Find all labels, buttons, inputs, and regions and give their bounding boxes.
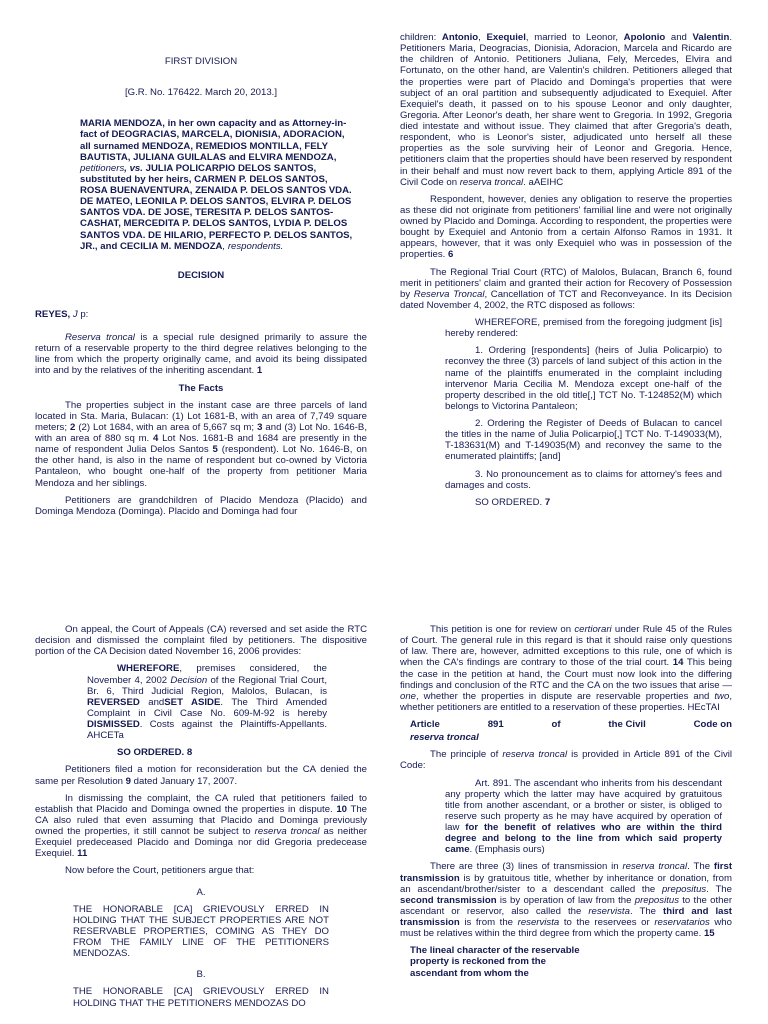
column-top-left [35, 32, 367, 523]
footnote-ref: 14 [672, 657, 684, 669]
facts-heading: The Facts [178, 382, 224, 394]
case-number: [G.R. No. 176422. March 20, 2013.] [125, 87, 277, 99]
parties-petitioners-names: MARIA MENDOZA, in her own capacity and as Attorney-in-fact of DEOGRACIAS, MARCELA, DIONISIA, ADORACION, all surnamed MENDOZA, REMEDIOS MONTILLA, FELY BAUTISTA, JULIANA GUILALAS and ELVIRA MENDOZA, [80, 118, 347, 163]
ponente-j: J [70, 308, 78, 320]
footnote-ref: 4 [152, 433, 159, 444]
paragraph-petition: This petition is one for review on certiorari under Rule 45 of the Rules of Court. The general rule in this regard is that it should raise only questions of law. There are, however, admitted exceptions to this rule, one of which is when the CA's findings are contrary to those of the trial court. 14 This being the case in the petition at hand, the Court must now look into the differing findings and conclusion of the RTC and the CA on the two issues that arise — one, whether the properties in dispute are reservable properties and two, whether petitioners are entitled to a reservation of these properties. HEcTAI [400, 624, 732, 713]
paragraph-dismissing: In dismissing the complaint, the CA ruled that petitioners failed to establish that Placido and Dominga owned the properties in dispute. 10 The CA also ruled that even assuming that Placido and Dominga previously owned the properties, it still cannot be subject to reserva troncal as neither Exequiel predeceased Placido and Dominga nor did Gregoria predecease Exequiel. 11 [35, 792, 367, 860]
paragraph-transmission: There are three (3) lines of transmission in reserva troncal. The first transmission is by gratuitous title, whether by inheritance or donation, from an ascendant/brother/sister to a descendant called the prepositus. The second transmission is by operation of law from the prepositus to the other ascendant or reservor, also called the reservista. The third and last transmission is from the reservista to the reservees or reservatarios who must be relatives within the third degree from which the property came. 15 [400, 861, 733, 940]
footnote-ref: 11 [77, 848, 88, 860]
argument-label-a: A. [196, 886, 206, 898]
article-891-quote: Art. 891. The ascendant who inherits from his descendant any property which the latter may have acquired by gratuitous title from another ascendant, or a brother or sister, is obliged to reserve such property as he may have acquired by operation of law for the benefit of relatives who are within the third degree and belong to the line from which said property came. (Emphasis ours) [445, 777, 723, 856]
paragraph-argue: Now before the Court, petitioners argue that: [65, 865, 255, 877]
footnote-ref: 7 [544, 496, 551, 508]
footnote-ref: 2 [69, 421, 76, 433]
quote-item-1: 1. Ordering [respondents] (heirs of Julia Policarpio) to reconvey the three (3) parcels of land subject of this action in the name of the plaintiffs enumerated in the complaint including intervenor Maria Cecilia M. Mendoza except one-half of the property described in the old title[,] TCT No. T-124852(M) which belongs to Victorina Pantaleon; [445, 345, 722, 412]
footnote-ref: 1 [256, 365, 263, 377]
argument-b: THE HONORABLE [CA] GRIEVOUSLY ERRED IN HOLDING THAT THE PETITIONERS MENDOZAS DO [73, 986, 329, 1009]
quote-ca-wherefore: WHEREFORE, premises considered, the November 4, 2002 Decision of the Regional Trial Court, Br. 6, Third Judicial Region, Malolos, Bulacan, is REVERSED andSET ASIDE. The Third Amended Complaint in Civil Case No. 609-M-92 is hereby DISMISSED. Costs against the Plaintiffs-Appellants. AHCETa [87, 663, 327, 742]
quote-ca-so-ordered: SO ORDERED. 8 [117, 747, 193, 759]
petitioners-label: petitioners [80, 162, 125, 174]
footnote-ref: 3 [257, 421, 263, 433]
quote-item-2: 2. Ordering the Register of Deeds of Bulacan to cancel the titles in the name of Julia Policarpio[,] TCT No. T-149033(M), T-183631(M) and T-149035(M) and reconvey the same to the enumerated plaintiffs; [and] [445, 418, 722, 463]
ca-dispositive-quote [87, 663, 327, 758]
paragraph-appeal: On appeal, the Court of Appeals (CA) reversed and set aside the RTC decision and dismissed the complaint filed by petitioners. The dispositive portion of the CA Decision dated November 16, 2006 provides: [35, 624, 367, 658]
footnote-ref: 10 [336, 803, 347, 815]
footnote-ref: 8 [186, 747, 193, 759]
quote-so-ordered: SO ORDERED. 7 [475, 496, 551, 508]
footnote-ref: 9 [125, 775, 131, 787]
division-heading: FIRST DIVISION [164, 56, 238, 67]
ponente-p: p: [77, 308, 89, 320]
footnote-ref: 15 [703, 928, 715, 940]
rtc-dispositive-quote [445, 317, 722, 508]
versus-label: , vs. [124, 162, 143, 174]
argument-a: THE HONORABLE [CA] GRIEVOUSLY ERRED IN HOLDING THAT THE SUBJECT PROPERTIES ARE NOT RESERVABLE PROPERTIES, COMING AS THEY DO FROM THE FAMILY LINE OF THE PETITIONERS MENDOZAS. [73, 903, 329, 960]
decision-heading: DECISION [177, 269, 225, 281]
paragraph-children: children: Antonio, Exequiel, married to Leonor, Apolonio and Valentin. Petitioners Maria, Deogracias, Dionisia, Adoracion, Marcela and Ricardo are the children of Antonio. Petitioners Juliana, Fely, Mercedes, Elvira and Fortunato, on the other hand, are Valentin's children. Petitioners alleged that the properties were part of Placido and Dominga's properties that were subject of an oral partition and subsequently adjudicated to Exequiel. After Exequiel's death, it passed on to his spouse Leonor and only daughter, Gregoria. After Leonor's death, her share went to Gregoria. In 1992, Gregoria died intestate and without issue. They claimed that after Gregoria's death, respondent, who is Leonor's sister, adjudicated unto herself all these properties as the sole surviving heir of Leonor and Gregoria. Hence, petitioners claim that the properties should have been reserved by respondent in their behalf and must now revert back to them, applying Article 891 of the Civil Code on reserva troncal. aAEIHC [400, 32, 732, 188]
paragraph-grandchildren: Petitioners are grandchildren of Placido Mendoza (Placido) and Dominga Mendoza (Dominga). Placido and Dominga had four [35, 494, 367, 517]
column-bottom-right [400, 624, 732, 985]
footnote-ref: 6 [448, 249, 454, 261]
lineal-character-heading: The lineal character of the reservable property is reckoned from the ascendant from whom the [410, 945, 580, 979]
article-heading: Article 891 of the Civil Code on [410, 719, 732, 730]
respondents-label: , respondents. [222, 240, 284, 252]
quote-item-3: 3. No pronouncement as to claims for attorney's fees and damages and costs. [445, 468, 722, 491]
article-heading-sub: reserva troncal [410, 732, 479, 744]
ponente-name: REYES, [35, 308, 71, 320]
paragraph-properties: The properties subject in the instant case are three parcels of land located in Sta. Maria, Bulacan: (1) Lot 1681-B, with an area of 7,749 square meters; 2 (2) Lot 1684, with an area of 5,667 sq m; 3 and (3) Lot No. 1646-B, with an area of 880 sq m. 4 Lot Nos. 1681-B and 1684 are presently in the name of respondent Julia Delos Santos 5 (respondent). Lot No. 1646-B, on the other hand, is also in the name of respondent but co-owned by Victoria Pantaleon, who bought one-half of the property from petitioner Maria Mendoza and her siblings. [35, 399, 368, 489]
case-parties [80, 118, 355, 252]
column-bottom-left [35, 624, 367, 1015]
paragraph-motion: Petitioners filed a motion for reconsideration but the CA denied the same per Resolution 9 dated January 17, 2007. [35, 764, 367, 787]
ponente-line [35, 309, 367, 320]
paragraph-reserva-intro: Reserva troncal is a special rule designed primarily to assure the return of a reservable property to the third degree relatives belonging to the line from which the property originally came, and avoid its being dissipated into and by the relatives of the inheriting ascendant. 1 [35, 332, 367, 377]
paragraph-principle: The principle of reserva troncal is provided in Article 891 of the Civil Code: [400, 749, 733, 772]
quote-wherefore: WHEREFORE, premised from the foregoing judgment [is] hereby rendered: [445, 317, 722, 340]
parties-respondents-names: JULIA POLICARPIO DELOS SANTOS, substituted by her heirs, CARMEN P. DELOS SANTOS, ROSA BUENAVENTURA, ZENAIDA P. DELOS SANTOS VDA. DE MATEO, LEONILA P. DELOS SANTOS, ELVIRA P. DELOS SANTOS VDA. DE JOSE, TERESITA P. DELOS SANTOS-CASHAT, MERCEDITA P. DELOS SANTOS, LYDIA P. DELOS SANTOS VDA. DE HILARIO, PERFECTO P. DELOS SANTOS, JR., and CECILIA M. MENDOZA [80, 162, 353, 252]
paragraph-rtc: The Regional Trial Court (RTC) of Malolos, Bulacan, Branch 6, found merit in petitioners' claim and granted their action for Recovery of Possession by Reserva Troncal, Cancellation of TCT and Reconveyance. In its Decision dated November 4, 2002, the RTC disposed as follows: [400, 266, 732, 311]
column-top-right [400, 32, 732, 514]
footnote-ref: 5 [212, 444, 218, 456]
argument-label-b: B. [196, 969, 206, 981]
paragraph-respondent-denial: Respondent, however, denies any obligation to reserve the properties as these did not originate from petitioners' familial line and were not originally owned by Placido and Dominga. According to respondent, the properties were bought by Exequiel and Antonio from a certain Alfonso Ramos in 1931. It appears, however, that it was only Exequiel who was in possession of the properties. 6 [400, 193, 732, 261]
